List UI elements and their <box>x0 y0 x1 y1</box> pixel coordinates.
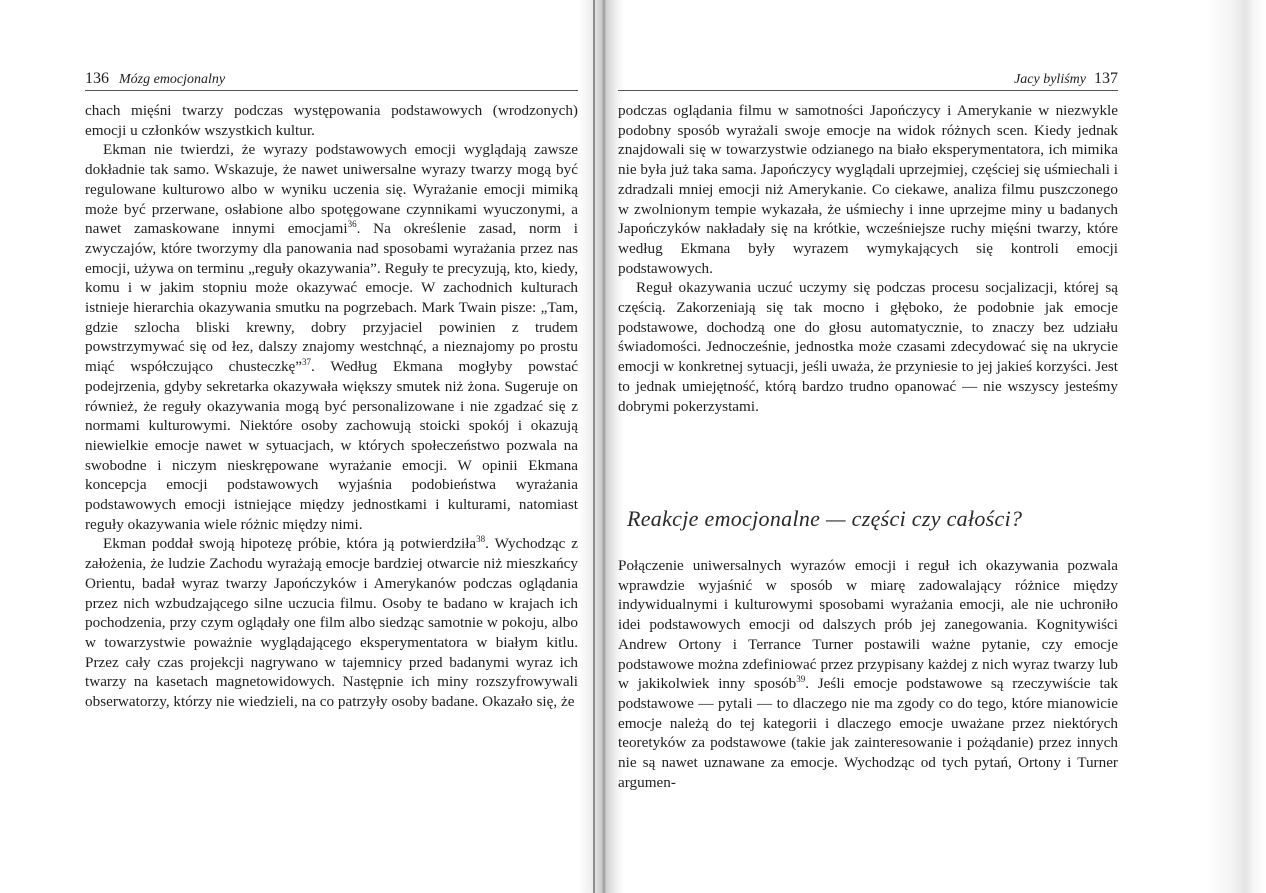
paragraph <box>618 556 1118 792</box>
paragraph <box>618 278 1118 416</box>
left-running-head <box>85 69 578 91</box>
text-run: Reguł okazywania uczuć uczymy się podczas procesu socjalizacji, której są częścią. Zakorzeniają się tak mocno i głęboko, że podobnie jak emocje podstawowe, dochodzą one do głosu automatycznie, to znaczy bez udziału świadomości. Jednocześnie, jednostka może czasami zdecydować się na ukrycie emocji w konkretnej sytuacji, jeśli uważa, że przyniesie to jej jakieś korzyści. Jest to jednak umiejętność, którą bardzo trudno opanować — nie wszyscy jesteśmy dobrymi pokerzystami. <box>618 279 1118 415</box>
text-run: . Jeśli emocje podstawowe są rzeczywiście tak podstawowe — pytali — to dlaczego nie ma zgody co do tego, które mianowicie emocje należą do tej kategorii i dlaczego emocje uważane przez niektórych teoretyków za podstawowe (takie jak zainteresowanie i pożądanie) przez innych nie są nawet uznawane za emocje. Wychodząc od tych pytań, Ortony i Turner argumen- <box>618 675 1118 791</box>
left-body-text <box>85 101 578 712</box>
text-run: Połączenie uniwersalnych wyrazów emocji i reguł ich okazywania pozwala wprawdzie wyjaśnić w sposób w miarę zadowalający różnice między indywidualnymi i kulturowymi sposobami wyrażania emocji, ale nie uchroniło idei podstawowych emocji od dalszych prób jej zanegowania. Kognitywiści Andrew Ortony i Terrance Turner postawili ważne pytanie, czy emocje podstawowe można zdefiniować przez przypisany każdej z nich wyraz twarzy lub w jakikolwiek inny sposób <box>618 557 1118 693</box>
footnote-ref: 36 <box>347 219 357 230</box>
text-run: Ekman nie twierdzi, że wyrazy podstawowych emocji wyglądają zawsze dokładnie tak samo. Wskazuje, że nawet uniwersalne wyrazy twarzy mogą być regulowane kulturowo albo w wyniku uczenia się. Wyrażanie emocji mimiką może być przerwane, osłabione albo spotęgowane czynnikami wyuczonymi, a nawet zamaskowane innymi emocjami <box>85 141 578 238</box>
right-body-text-bottom <box>618 556 1118 792</box>
left-running-title: Mózg emocjonalny <box>119 72 226 87</box>
text-run: chach mięśni twarzy podczas występowania podstawowych (wrodzonych) emocji u członków wszystkich kultur. <box>85 102 578 139</box>
footnote-ref: 38 <box>476 534 486 545</box>
footnote-ref: 39 <box>796 674 806 685</box>
right-running-head <box>618 69 1118 91</box>
text-run: . Wychodząc z założenia, że ludzie Zachodu wyrażają emocje bardziej otwarcie niż mieszkańcy Orientu, badał wyraz twarzy Japończyków i Amerykanów podczas oglądania przez nich wzbudzającego silne uczucia filmu. Osoby te badano w krajach ich pochodzenia, przy czym oglądały one film albo siedząc samotnie w pokoju, albo w towarzystwie poważnie wyglądającego eksperymentatora w białym kitlu. Przez cały czas projekcji nagrywano w tajemnicy przed badanymi wyraz ich twarzy na kasetach magnetowidowych. Następnie ich miny rozszyfrowywali obserwatorzy, którzy nie wiedzieli, na co patrzyły osoby badane. Okazało się, że <box>85 535 578 711</box>
book-gutter-line <box>593 0 595 893</box>
left-page-number: 136 <box>85 70 109 87</box>
right-body-text-top <box>618 101 1118 416</box>
text-run: . Na określenie zasad, norm i zwyczajów, które tworzymy dla panowania nad sposobami wyrażania przez nas emocji, używa on terminu „reguły okazywania”. Reguły te precyzują, kto, kiedy, komu i w jakim stopniu może okazywać emocje. W zachodnich kulturach istnieje hierarchia okazywania smutku na pogrzebach. Mark Twain pisze: „Tam, gdzie szlocha bliski krewny, dobry przyjaciel powinien z trudem powstrzymywać się od łez, dalszy znajomy westchnąć, a nieznajomy po prostu miąć współczująco chusteczkę” <box>85 220 578 376</box>
paragraph <box>85 140 578 534</box>
footnote-ref: 37 <box>302 357 312 368</box>
text-run: podczas oglądania filmu w samotności Japończycy i Amerykanie w niezwykle podobny sposób wyrażali swoje emocje na widok różnych scen. Kiedy jednak znajdowali się w towarzystwie odzianego na biało eksperymentatora, ich mimika nie była już taka sama. Japończycy wyglądali uprzejmiej, częściej się uśmiechali i zdradzali mniej emocji niż Amerykanie. Co ciekawe, analiza filmu puszczonego w zwolnionym tempie wykazała, że uśmiechy i inne uprzejme miny u badanych Japończyków nakładały się na krótkie, wcześniejsze ruchy mięśni twarzy, które według Ekmana były wyrazem wymykających się kontroli emocji podstawowych. <box>618 102 1118 277</box>
text-run: Ekman poddał swoją hipotezę próbie, która ją potwierdziła <box>103 535 477 553</box>
paragraph <box>618 101 1118 278</box>
paragraph <box>85 534 578 711</box>
right-running-title: Jacy byliśmy <box>1014 72 1086 87</box>
paragraph <box>85 101 578 140</box>
text-run: . Według Ekmana mogłyby powstać podejrzenia, gdyby sekretarka okazywała większy smutek niż żona. Sugeruje on również, że reguły okazywania mogą być personalizowane i nie zgadzać się z normami kulturowymi. Niektóre osoby zachowują stoicki spokój i okazują niewielkie emocje nawet w sytuacjach, w których społeczeństwo pozwala na swobodne i niczym nieskrępowane wyrażanie emocji. W opinii Ekmana koncepcja emocji podstawowych wyjaśnia podobieństwa wyrażania podstawowych emocji istniejące między jednostkami i kulturami, natomiast reguły okazywania wiele różnic między nimi. <box>85 358 578 533</box>
section-heading: Reakcje emocjonalne — części czy całości? <box>627 506 1023 531</box>
page-edge-shadow <box>1206 0 1266 893</box>
right-page-number: 137 <box>1094 70 1118 87</box>
